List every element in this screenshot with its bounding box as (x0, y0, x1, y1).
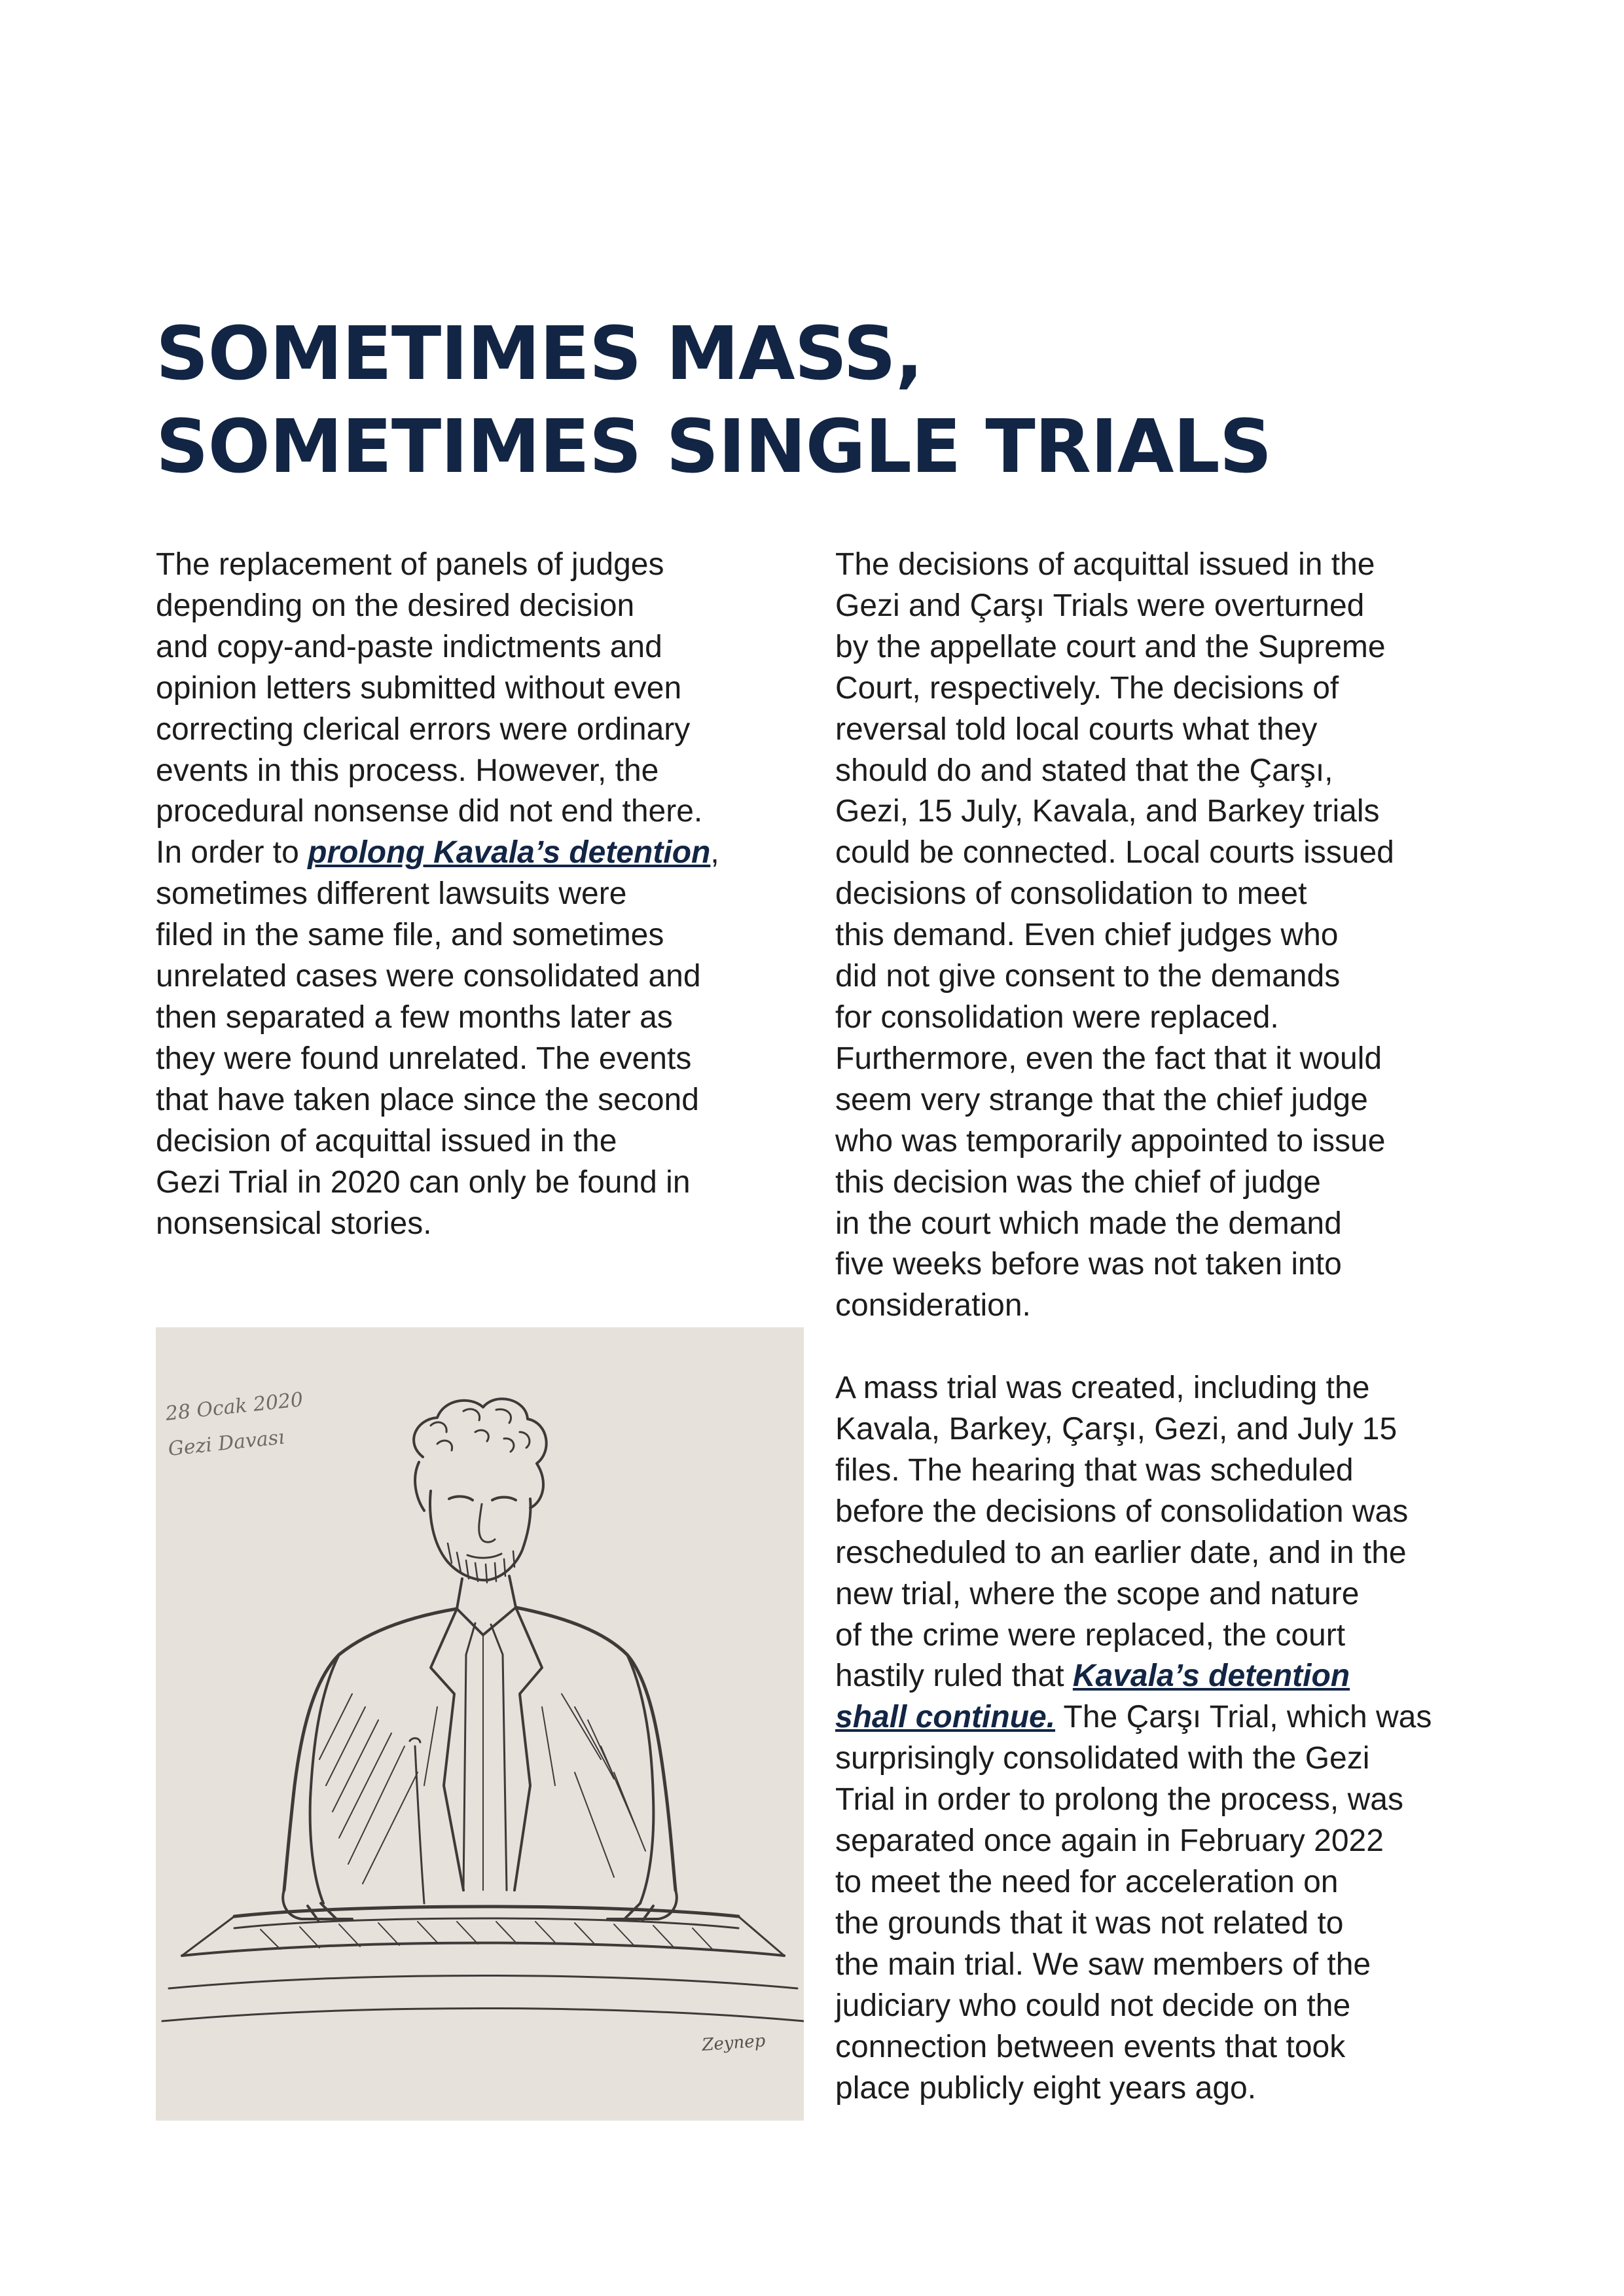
text-line: this decision was the chief of judge (835, 1164, 1321, 1200)
text-fragment: The Çarşı Trial, which was (1055, 1700, 1432, 1735)
text-line: filed in the same file, and sometimes (156, 918, 664, 953)
text-line: procedural nonsense did not end there. (156, 794, 703, 829)
sketch-caption-title: Gezi Davası (167, 1426, 286, 1461)
text-line: reversal told local courts what they (835, 711, 1318, 747)
text-line: correcting clerical errors were ordinary (156, 711, 691, 747)
left-paragraph (156, 545, 810, 1244)
text-line: consideration. (835, 1288, 1031, 1323)
text-line: surprisingly consolidated with the Gezi (835, 1741, 1370, 1776)
text-line-with-link (835, 1697, 1503, 1738)
text-line: Gezi and Çarşı Trials were overturned (835, 588, 1365, 623)
text-line-with-link (156, 833, 810, 874)
text-line: place publicly eight years ago. (835, 2070, 1257, 2106)
text-line: sometimes different lawsuits were (156, 876, 627, 912)
courtroom-sketch-image (156, 1327, 804, 2121)
courtroom-sketch-drawing (156, 1327, 804, 2121)
text-line: five weeks before was not taken into (835, 1247, 1342, 1282)
text-line: events in this process. However, the (156, 753, 659, 788)
text-line: the main trial. We saw members of the (835, 1946, 1371, 1982)
page-title-line-1: SOMETIMES MASS, (156, 312, 923, 397)
text-line: decisions of consolidation to meet (835, 876, 1307, 912)
left-text-column (156, 545, 810, 1244)
text-line: of the crime were replaced, the court (835, 1617, 1346, 1653)
text-line: depending on the desired decision (156, 588, 635, 623)
text-line: the grounds that it was not related to (835, 1905, 1344, 1941)
text-line: and copy-and-paste indictments and (156, 629, 662, 664)
text-line: this demand. Even chief judges who (835, 918, 1339, 953)
page-title (156, 308, 1498, 493)
detention-continue-link[interactable]: Kavala’s detention (1072, 1659, 1350, 1694)
text-line: rescheduled to an earlier date, and in the (835, 1535, 1407, 1570)
text-line: unrelated cases were consolidated and (156, 959, 701, 994)
text-line: Court, respectively. The decisions of (835, 670, 1339, 706)
text-fragment: In order to (156, 835, 308, 870)
text-line: who was temporarily appointed to issue (835, 1123, 1386, 1158)
text-line: connection between events that took (835, 2029, 1346, 2064)
text-fragment: hastily ruled that (835, 1659, 1073, 1694)
text-line: Gezi Trial in 2020 can only be found in (156, 1164, 691, 1200)
text-line: opinion letters submitted without even (156, 670, 682, 706)
text-line: they were found unrelated. The events (156, 1041, 692, 1076)
text-line: A mass trial was created, including the (835, 1371, 1370, 1406)
sketch-signature: Zeynep (701, 2031, 767, 2055)
text-line-with-link (835, 1656, 1503, 1697)
text-line: new trial, where the scope and nature (835, 1576, 1360, 1611)
right-paragraph-1 (835, 545, 1503, 1327)
text-line: to meet the need for acceleration on (835, 1864, 1339, 1899)
text-line: Kavala, Barkey, Çarşı, Gezi, and July 15 (835, 1412, 1398, 1447)
text-line: files. The hearing that was scheduled (835, 1452, 1354, 1488)
text-line: The decisions of acquittal issued in the (835, 547, 1375, 582)
text-line: judiciary who could not decide on the (835, 1988, 1351, 2023)
text-line: nonsensical stories. (156, 1206, 432, 1241)
text-line: Gezi, 15 July, Kavala, and Barkey trials (835, 794, 1380, 829)
text-line: could be connected. Local courts issued (835, 835, 1394, 870)
text-line: did not give consent to the demands (835, 959, 1341, 994)
text-line: before the decisions of consolidation was (835, 1494, 1409, 1529)
text-line: Furthermore, even the fact that it would (835, 1041, 1382, 1076)
detention-continue-link-end[interactable]: shall continue. (835, 1700, 1056, 1735)
text-line: The replacement of panels of judges (156, 547, 664, 582)
page-title-line-2: SOMETIMES SINGLE TRIALS (156, 404, 1272, 490)
right-text-column (835, 545, 1503, 2109)
text-line: then separated a few months later as (156, 999, 673, 1035)
prolong-detention-link[interactable]: prolong Kavala’s detention (308, 835, 711, 870)
text-line: should do and stated that the Çarşı, (835, 753, 1333, 788)
text-line: Trial in order to prolong the process, was (835, 1782, 1403, 1818)
text-line: decision of acquittal issued in the (156, 1123, 617, 1158)
text-line: by the appellate court and the Supreme (835, 629, 1386, 664)
text-line: that have taken place since the second (156, 1082, 699, 1117)
text-line: in the court which made the demand (835, 1206, 1342, 1241)
right-paragraph-2 (835, 1368, 1503, 2109)
text-line: seem very strange that the chief judge (835, 1082, 1368, 1117)
text-line: for consolidation were replaced. (835, 999, 1279, 1035)
sketch-caption-date: 28 Ocak 2020 (164, 1388, 304, 1426)
text-line: separated once again in February 2022 (835, 1823, 1384, 1859)
text-fragment: , (710, 835, 719, 870)
